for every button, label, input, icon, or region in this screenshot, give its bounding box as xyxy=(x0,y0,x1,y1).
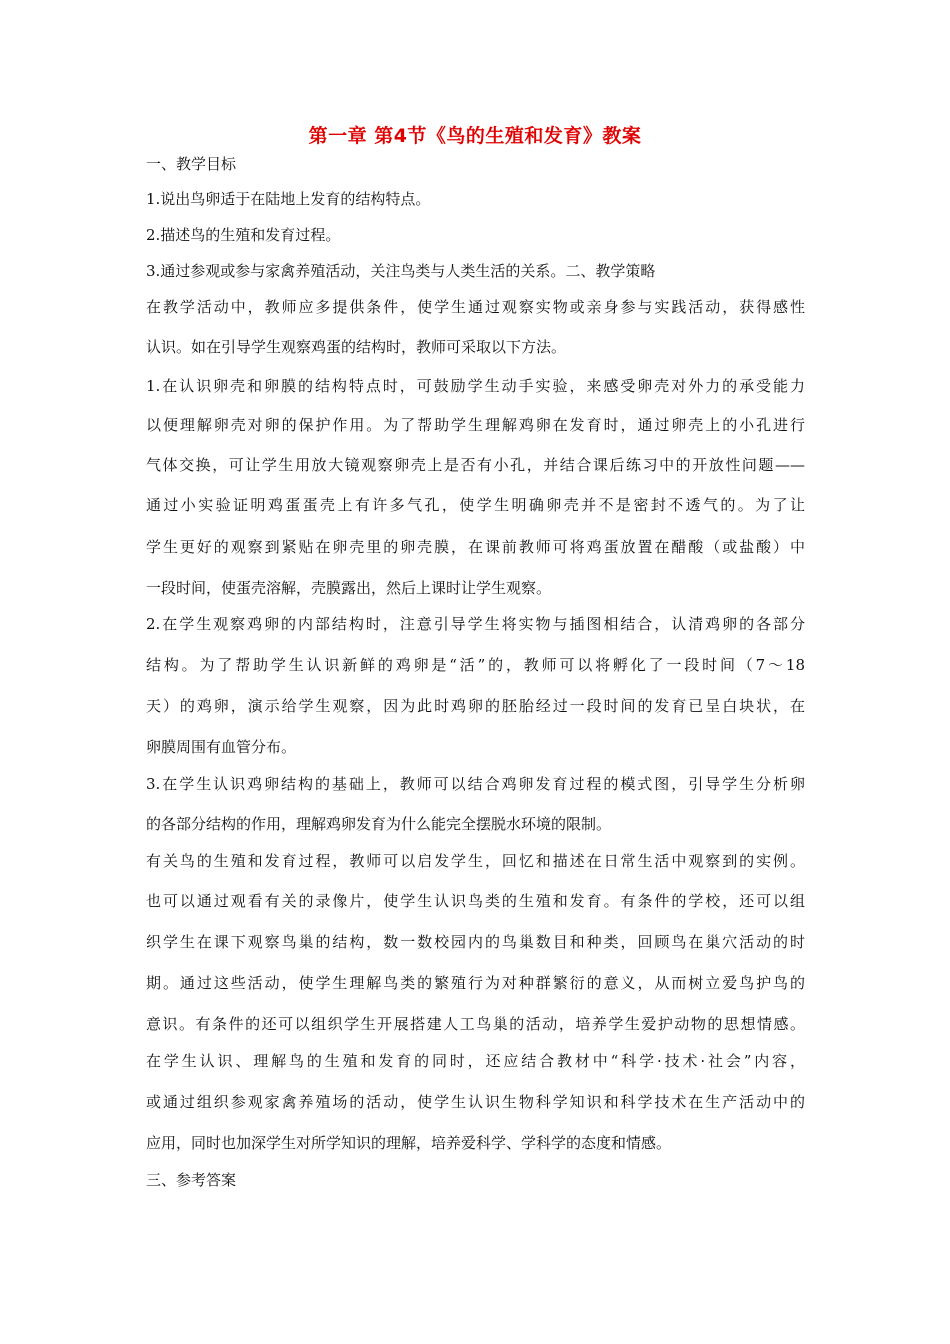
paragraph-line: 意识。有条件的还可以组织学生开展搭建人工鸟巢的活动，培养学生爱护动物的思想情感。 xyxy=(146,1015,805,1033)
paragraph-line: 2.在学生观察鸡卵的内部结构时，注意引导学生将实物与插图相结合，认清鸡卵的各部分 xyxy=(146,615,805,633)
paragraph-line: 1.在认识卵壳和卵膜的结构特点时，可鼓励学生动手实验，来感受卵壳对外力的承受能力 xyxy=(146,377,805,395)
paragraph-line: 气体交换，可让学生用放大镜观察卵壳上是否有小孔，并结合课后练习中的开放性问题—— xyxy=(146,456,805,474)
paragraph-line: 应用，同时也加深学生对所学知识的理解，培养爱科学、学科学的态度和情感。 xyxy=(146,1134,672,1152)
section-heading-objectives: 一、教学目标 xyxy=(146,155,237,173)
paragraph-line: 认识。如在引导学生观察鸡蛋的结构时，教师可采取以下方法。 xyxy=(146,338,567,356)
paragraph-line: 在学生认识、理解鸟的生殖和发育的同时，还应结合教材中“科学·技术·社会”内容， xyxy=(146,1052,805,1070)
paragraph-line: 也可以通过观看有关的录像片，使学生认识鸟类的生殖和发育。有条件的学校，还可以组 xyxy=(146,892,805,910)
paragraph-line: 有关鸟的生殖和发育过程，教师可以启发学生，回忆和描述在日常生活中观察到的实例。 xyxy=(146,852,805,870)
paragraph-line: 天）的鸡卵，演示给学生观察，因为此时鸡卵的胚胎经过一段时间的发育已呈白块状，在 xyxy=(146,697,805,715)
paragraph-line: 结构。为了帮助学生认识新鲜的鸡卵是“活”的，教师可以将孵化了一段时间（7～18 xyxy=(146,656,805,674)
paragraph-line: 期。通过这些活动，使学生理解鸟类的繁殖行为对种群繁衍的意义，从而树立爱鸟护鸟的 xyxy=(146,974,805,992)
paragraph-line: 一段时间，使蛋壳溶解，壳膜露出，然后上课时让学生观察。 xyxy=(146,579,552,597)
paragraph-line: 1.说出鸟卵适于在陆地上发育的结构特点。 xyxy=(146,190,431,208)
paragraph-line: 卵膜周围有血管分布。 xyxy=(146,738,297,756)
paragraph-line: 学生更好的观察到紧贴在卵壳里的卵壳膜，在课前教师可将鸡蛋放置在醋酸（或盐酸）中 xyxy=(146,538,805,556)
paragraph-line: 通过小实验证明鸡蛋蛋壳上有许多气孔，使学生明确卵壳并不是密封不透气的。为了让 xyxy=(146,496,805,514)
section-heading-answers: 三、参考答案 xyxy=(146,1171,237,1189)
paragraph-line: 织学生在课下观察鸟巢的结构，数一数校园内的鸟巢数目和种类，回顾鸟在巢穴活动的时 xyxy=(146,933,805,951)
document-title: 第一章 第4节《鸟的生殖和发育》教案 xyxy=(308,125,642,147)
paragraph-line: 3.通过参观或参与家禽养殖活动，关注鸟类与人类生活的关系。二、教学策略 xyxy=(146,262,656,280)
paragraph-line: 3.在学生认识鸡卵结构的基础上，教师可以结合鸡卵发育过程的模式图，引导学生分析卵 xyxy=(146,775,805,793)
paragraph-line: 在教学活动中，教师应多提供条件，使学生通过观察实物或亲身参与实践活动，获得感性 xyxy=(146,298,805,316)
paragraph-line: 或通过组织参观家禽养殖场的活动，使学生认识生物科学知识和科学技术在生产活动中的 xyxy=(146,1093,805,1111)
paragraph-line: 的各部分结构的作用，理解鸡卵发育为什么能完全摆脱水环境的限制。 xyxy=(146,815,612,833)
paragraph-line: 2.描述鸟的生殖和发育过程。 xyxy=(146,226,341,244)
paragraph-line: 以便理解卵壳对卵的保护作用。为了帮助学生理解鸡卵在发育时，通过卵壳上的小孔进行 xyxy=(146,416,805,434)
